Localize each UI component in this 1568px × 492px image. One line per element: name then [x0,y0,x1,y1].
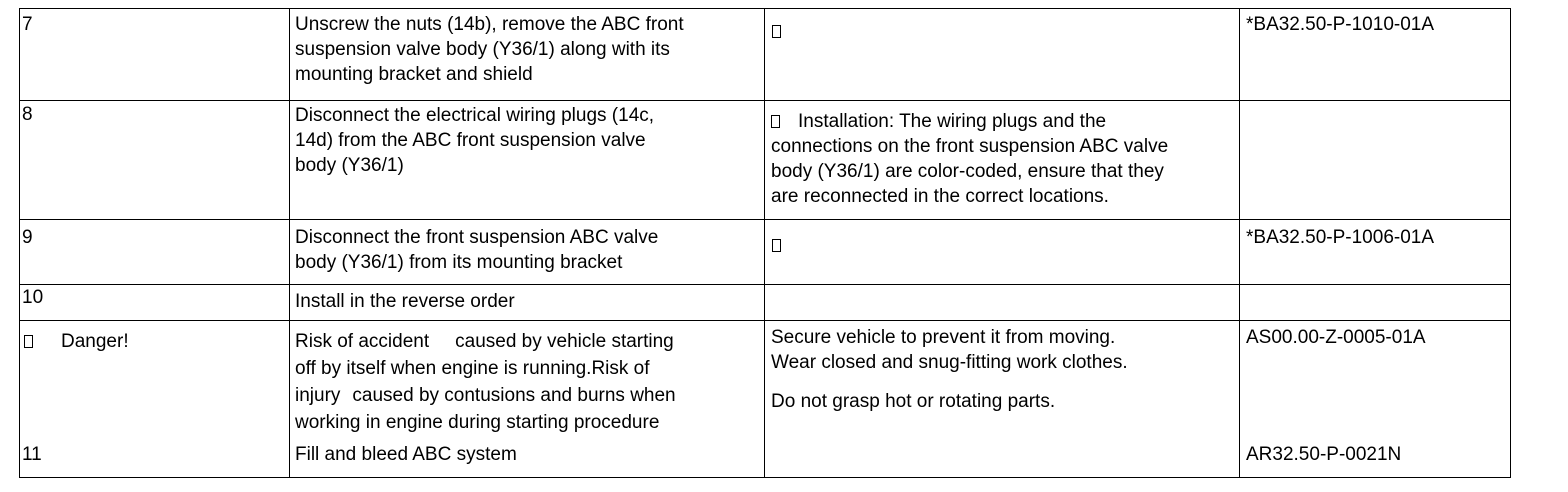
danger-label [24,329,129,354]
procedure-table [19,8,1511,478]
risk-text: working in engine during starting procedure [295,412,660,433]
risk-text: caused by contusions and burns when [352,385,676,406]
column-divider [764,9,765,477]
row-divider [20,284,1510,285]
step-number: 10 [22,287,44,308]
danger-risk [295,328,676,436]
step-number: 7 [22,14,33,35]
step-number: 8 [22,104,33,125]
step-action [295,12,684,87]
step-action [295,103,654,178]
step-action [295,225,658,275]
note-label: Installation: [798,111,895,132]
measure-text: Do not grasp hot or rotating parts. [771,391,1056,412]
risk-text: off by itself when engine is running.Risk of [295,358,650,379]
risk-text: injury [295,385,341,406]
step-action: Fill and bleed ABC system [295,444,517,465]
action-line: Unscrew the nuts (14b), remove the ABC front [295,14,684,35]
step-action: Install in the reverse order [295,291,515,312]
column-divider [1239,9,1240,477]
action-line: body (Y36/1) from its mounting bracket [295,252,623,273]
note-line: connections on the front suspension ABC valve [771,136,1169,157]
note-line: body (Y36/1) are color-coded, ensure that they [771,161,1164,182]
danger-text: Danger! [61,331,129,352]
danger-measures [771,325,1128,414]
action-line: suspension valve body (Y36/1) along with its [295,39,670,60]
action-line: body (Y36/1) [295,155,404,176]
row-divider [20,219,1510,220]
installation-note [771,109,1168,209]
reference-link[interactable]: *BA32.50-P-1010-01A [1246,14,1435,35]
reference-link[interactable]: AS00.00-Z-0005-01A [1246,327,1426,348]
action-line: Disconnect the front suspension ABC valve [295,227,659,248]
info-box-icon [772,19,781,44]
info-box-icon [772,233,781,258]
risk-text: caused by vehicle starting [455,331,674,352]
column-divider [289,9,290,477]
reference-link[interactable]: AR32.50-P-0021N [1246,444,1402,465]
note-line: The wiring plugs and the [899,111,1107,132]
note-line: are reconnected in the correct locations. [771,186,1109,207]
reference-link[interactable]: *BA32.50-P-1006-01A [1246,227,1435,248]
risk-text: Risk of accident [295,331,430,352]
step-number: 9 [22,227,33,248]
step-number: 11 [22,444,42,465]
action-line: 14d) from the ABC front suspension valve [295,130,646,151]
measure-text: Wear closed and snug-fitting work clothes. [771,352,1128,373]
action-line: Disconnect the electrical wiring plugs (14c, [295,105,655,126]
row-divider [20,320,1510,321]
measure-text: Secure vehicle to prevent it from moving. [771,327,1116,348]
info-box-icon [771,115,780,128]
row-divider [20,100,1510,101]
warning-box-icon [24,335,33,348]
action-line: mounting bracket and shield [295,64,533,85]
